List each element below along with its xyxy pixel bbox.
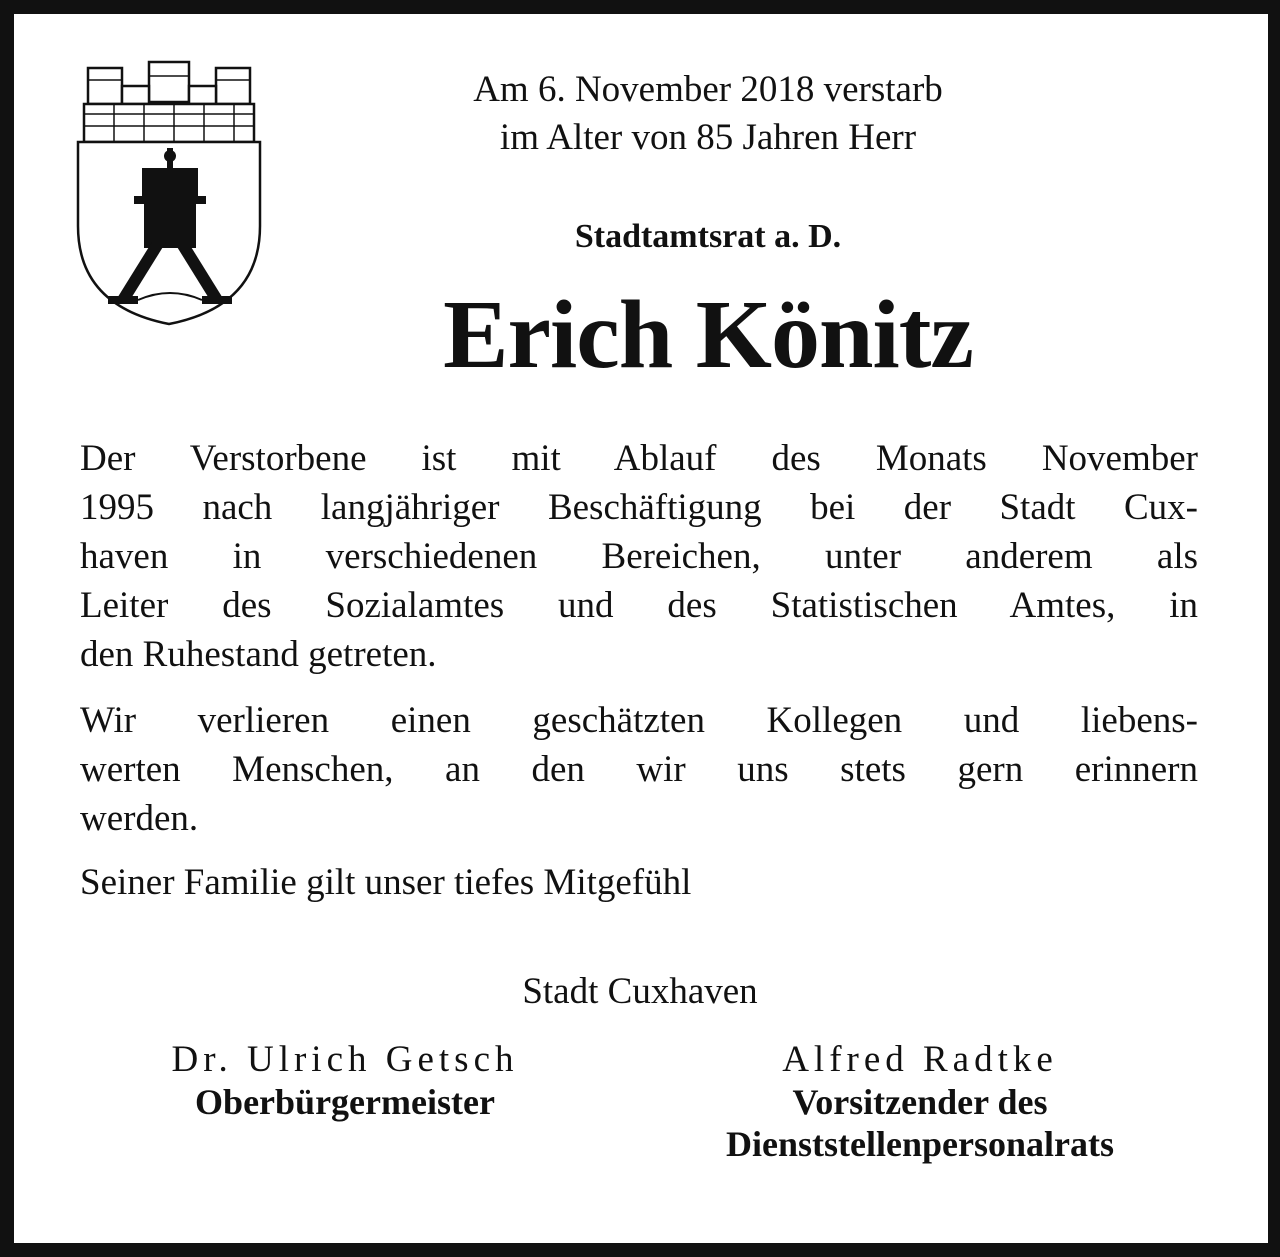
signatory-left-role: Oberbürgermeister xyxy=(195,1082,495,1122)
deceased-title: Stadtamtsrat a. D. xyxy=(574,218,842,255)
deceased-name: Erich Könitz xyxy=(443,281,973,389)
text-line: werten Menschen, an den wir uns stets gern erinnern xyxy=(80,749,1198,790)
signatory-left xyxy=(80,1038,610,1123)
text-line: Seiner Familie gilt unser tiefes Mitgefühl xyxy=(80,862,692,903)
text-line: den Ruhestand getreten. xyxy=(80,634,437,675)
signatory-right-name: Alfred Radtke xyxy=(782,1039,1058,1080)
paragraph-condolence xyxy=(80,858,1198,907)
signatory-left-name: Dr. Ulrich Getsch xyxy=(171,1039,519,1080)
paragraph-remembrance xyxy=(80,696,1198,843)
coat-of-arms-logo xyxy=(74,56,264,328)
text-line: haven in verschiedenen Bereichen, unter anderem als xyxy=(80,536,1198,577)
text-line: 1995 nach langjähriger Beschäftigung bei der Stadt Cux- xyxy=(80,487,1198,528)
text-line: Der Verstorbene ist mit Ablauf des Monats November xyxy=(80,438,1198,479)
paragraph-career xyxy=(80,434,1198,679)
death-announcement xyxy=(400,66,1016,162)
text-line: Leiter des Sozialamtes und des Statistischen Amtes, in xyxy=(80,585,1198,626)
text-line: Wir verlieren einen geschätzten Kollegen und liebens- xyxy=(80,700,1198,741)
signatory-right-role: Vorsitzender des xyxy=(792,1082,1048,1122)
death-date-line: Am 6. November 2018 verstarb xyxy=(473,69,943,110)
signatory-right-role-cont: Dienststellenpersonalrats xyxy=(726,1124,1114,1164)
organization-name: Stadt Cuxhaven xyxy=(522,971,758,1012)
text-line: werden. xyxy=(80,798,199,839)
age-line: im Alter von 85 Jahren Herr xyxy=(499,117,917,158)
signatory-right xyxy=(640,1038,1200,1165)
